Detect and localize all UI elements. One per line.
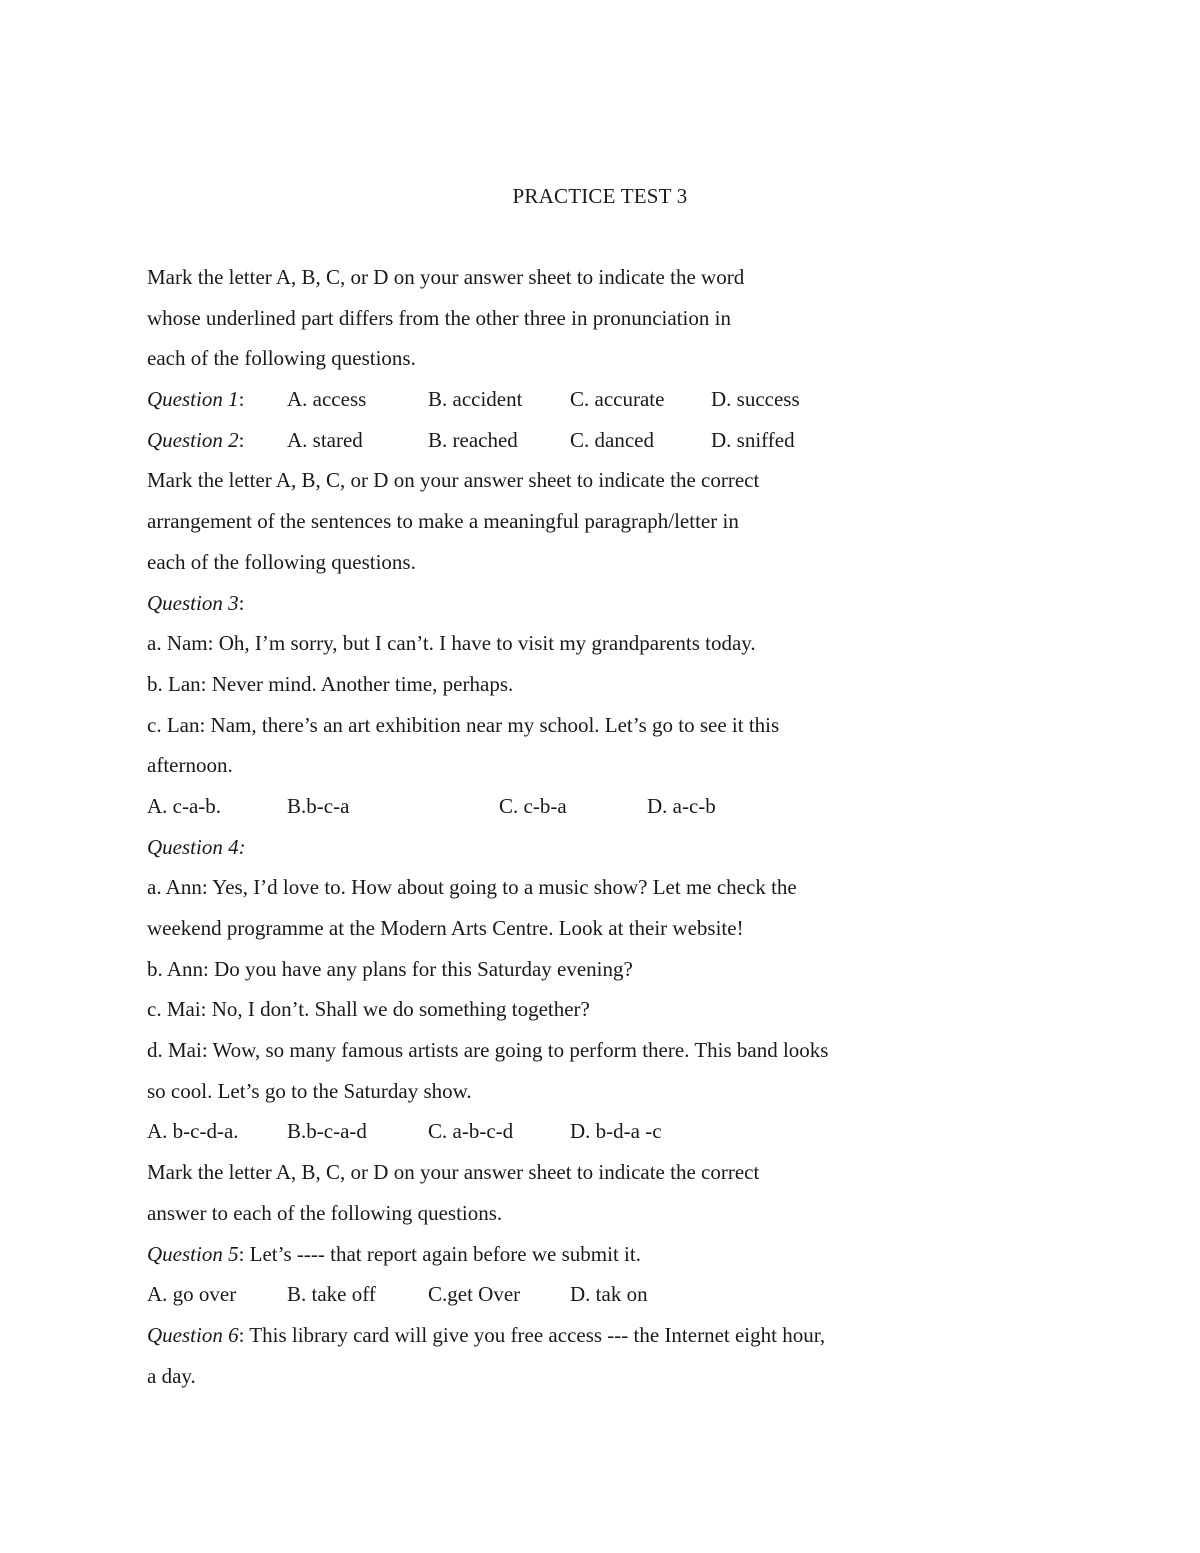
question-5-options xyxy=(147,1279,927,1320)
option-d: D. sniffed xyxy=(711,427,795,452)
option-c: C. c-b-a xyxy=(499,793,567,818)
dialogue-line: d. Mai: Wow, so many famous artists are going to perform there. This band looks xyxy=(147,1038,829,1063)
question-2 xyxy=(147,425,927,466)
dialogue-line: weekend programme at the Modern Arts Centre. Look at their website! xyxy=(147,916,744,940)
option-b: B.b-c-a-d xyxy=(287,1119,367,1144)
question-3-options xyxy=(147,791,927,832)
dialogue-line: afternoon. xyxy=(147,753,233,778)
question-label: Question 2 xyxy=(147,427,239,452)
instruction-line: whose underlined part differs from the other three in pronunciation in xyxy=(147,305,731,330)
option-d: D. success xyxy=(711,387,800,412)
question-5 xyxy=(147,1239,927,1280)
option-c: C.get Over xyxy=(428,1282,521,1307)
instruction-line: Mark the letter A, B, C, or D on your answer sheet to indicate the correct xyxy=(147,468,760,493)
option-b: B. reached xyxy=(428,427,518,452)
option-c: C. a-b-c-d xyxy=(428,1119,514,1144)
question-1 xyxy=(147,384,927,425)
option-d: D. a-c-b xyxy=(647,793,716,818)
question-label: Question 1 xyxy=(147,387,239,412)
option-d: D. tak on xyxy=(570,1282,648,1307)
option-b: B.b-c-a xyxy=(287,793,350,818)
question-label: Question 5 xyxy=(147,1241,239,1266)
dialogue-line: b. Lan: Never mind. Another time, perhaps. xyxy=(147,671,514,696)
dialogue-line: c. Lan: Nam, there’s an art exhibition near my school. Let’s go to see it this xyxy=(147,712,780,737)
question-separator: : xyxy=(238,590,245,615)
option-a: A. access xyxy=(287,387,367,412)
option-b: B. take off xyxy=(287,1282,376,1307)
question-6 xyxy=(147,1320,927,1361)
dialogue-line: b. Ann: Do you have any plans for this Saturday evening? xyxy=(147,956,633,981)
option-a: A. stared xyxy=(287,427,363,452)
instruction-line: each of the following questions. xyxy=(147,346,416,371)
instruction-line: Mark the letter A, B, C, or D on your answer sheet to indicate the correct xyxy=(147,1160,760,1185)
question-3 xyxy=(147,588,927,629)
option-c: C. accurate xyxy=(570,387,665,412)
question-text: : This library card will give you free access --- the Internet eight hour, xyxy=(238,1322,826,1347)
question-text: : Let’s ---- that report again before we submit it. xyxy=(238,1241,641,1266)
option-a: A. go over xyxy=(147,1282,237,1307)
question-4 xyxy=(147,832,927,873)
dialogue-line: a. Nam: Oh, I’m sorry, but I can’t. I have to visit my grandparents today. xyxy=(147,631,756,656)
question-label: Question 3 xyxy=(147,590,239,615)
question-label: Question 6 xyxy=(147,1322,239,1347)
dialogue-line: c. Mai: No, I don’t. Shall we do something together? xyxy=(147,997,590,1022)
option-a: A. c-a-b. xyxy=(147,793,222,818)
instruction-line: arrangement of the sentences to make a meaningful paragraph/letter in xyxy=(147,509,739,534)
question-separator: : xyxy=(238,427,245,452)
question-text-continuation: a day. xyxy=(147,1363,196,1388)
option-c: C. danced xyxy=(570,427,654,452)
question-label: Question 4: xyxy=(147,834,246,859)
dialogue-line: so cool. Let’s go to the Saturday show. xyxy=(147,1078,472,1103)
instruction-line: Mark the letter A, B, C, or D on your answer sheet to indicate the word xyxy=(147,265,745,289)
dialogue-line: a. Ann: Yes, I’d love to. How about going to a music show? Let me check the xyxy=(147,875,797,900)
question-separator: : xyxy=(238,387,245,412)
option-a: A. b-c-d-a. xyxy=(147,1119,239,1144)
option-b: B. accident xyxy=(428,387,523,412)
instruction-line: each of the following questions. xyxy=(147,549,416,574)
page-title: PRACTICE TEST 3 xyxy=(512,184,688,208)
document-body xyxy=(147,262,927,1401)
instruction-line: answer to each of the following questions. xyxy=(147,1200,503,1225)
option-d: D. b-d-a -c xyxy=(570,1119,662,1144)
question-4-options xyxy=(147,1116,927,1157)
